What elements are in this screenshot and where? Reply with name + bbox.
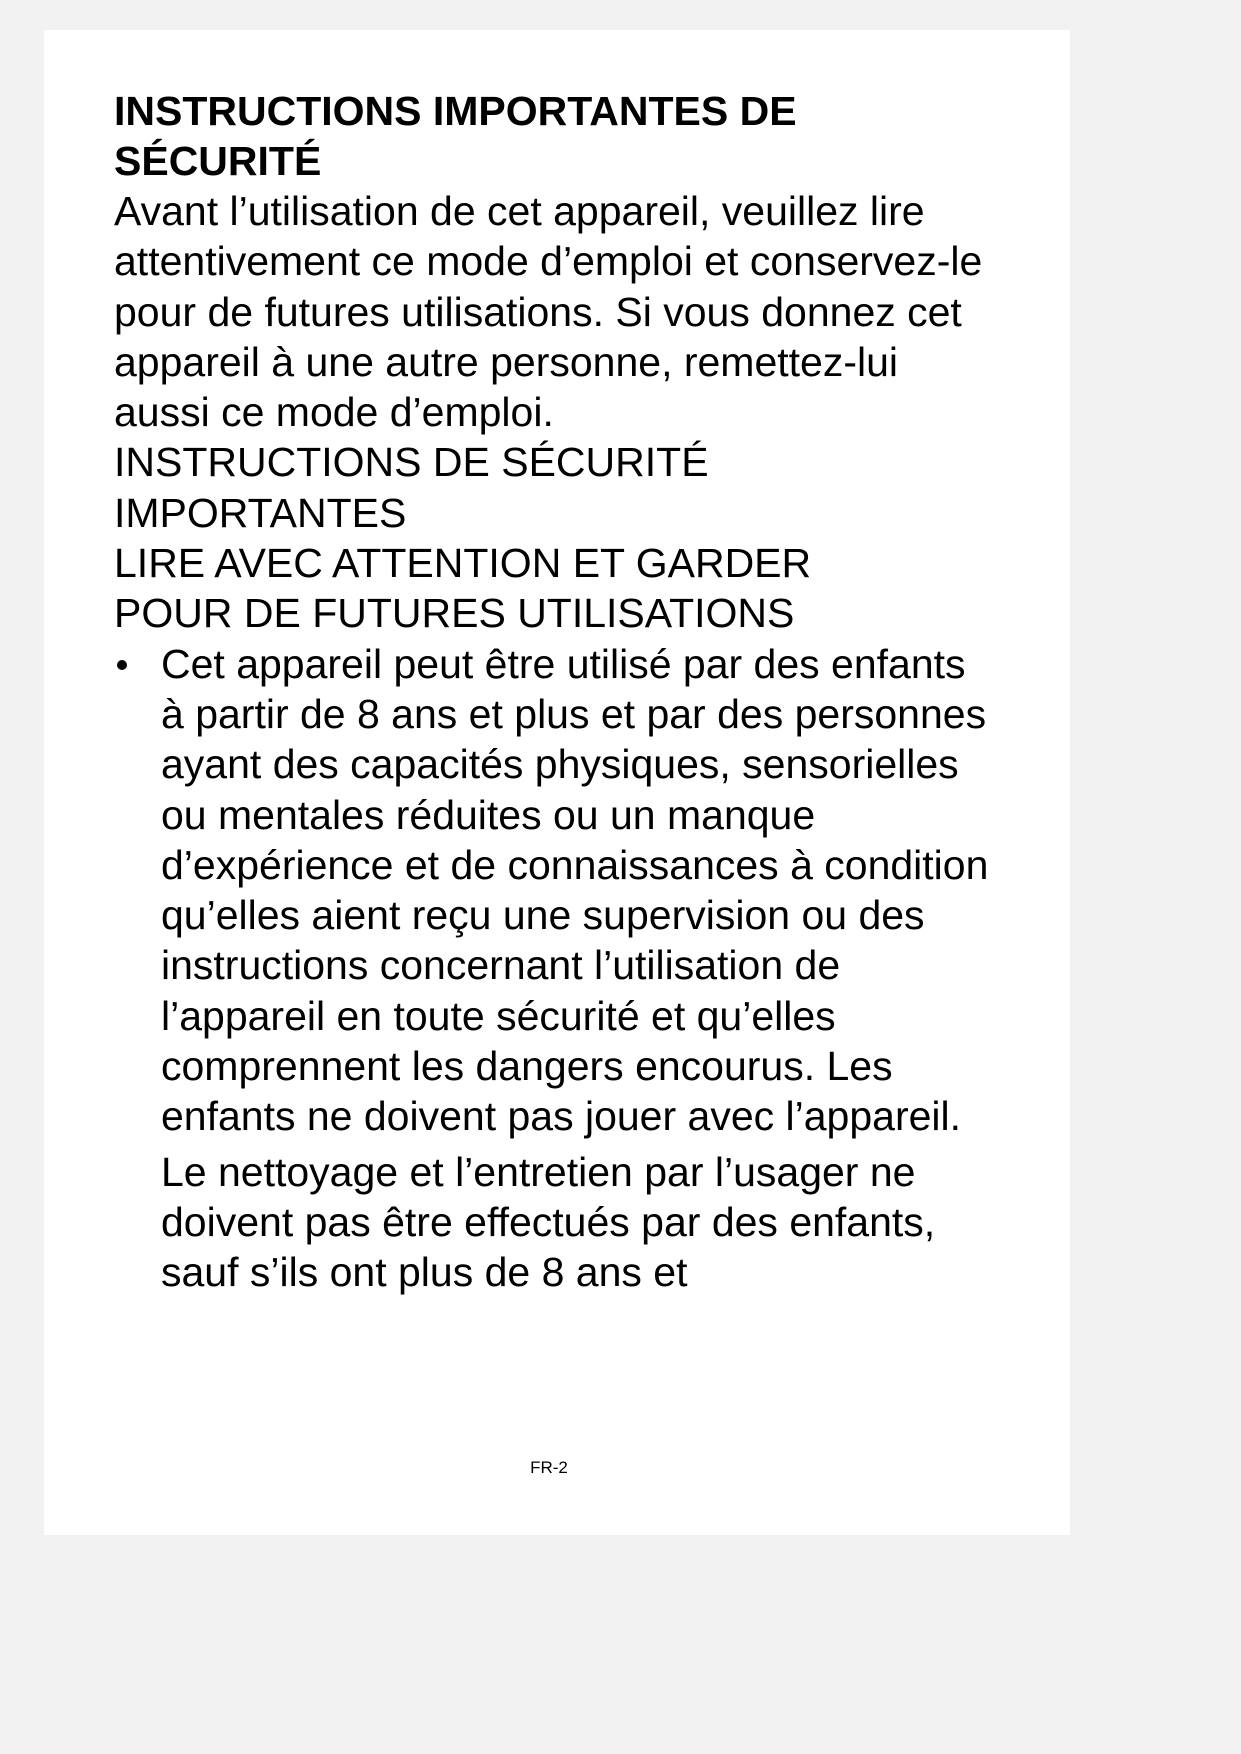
- bullet-paragraph-1: Cet appareil peut être utilisé par des enfants à partir de 8 ans et plus et par des personnes ayant des capacités physiques, sensorielles ou mentales réduites ou un manque d’expérience et de connaissances à condition qu’elles aient reçu une supervision ou des instructions concernant l’utilisation de l’appareil en toute sécurité et qu’elles comprennent les dangers encourus. Les enfants ne doivent pas jouer avec l’appareil.: [161, 640, 989, 1140]
- document-page: [44, 30, 1070, 1535]
- bullet-paragraph-2: Le nettoyage et l’entretien par l’usager ne doivent pas être effectués par des enfants, sauf s’ils ont plus de 8 ans et: [161, 1148, 936, 1296]
- page-content: [114, 86, 994, 1298]
- page-number: FR-2: [530, 1458, 568, 1477]
- section-heading-line-2: IMPORTANTES: [114, 489, 407, 536]
- section-heading-line-1: INSTRUCTIONS DE SÉCURITÉ: [114, 439, 709, 486]
- page-title: INSTRUCTIONS IMPORTANTES DE SÉCURITÉ: [114, 88, 797, 184]
- bullet-list-item: [114, 639, 994, 1298]
- bullet-icon: [117, 660, 127, 670]
- section-heading-line-4: POUR DE FUTURES UTILISATIONS: [114, 590, 795, 637]
- section-heading-line-3: LIRE AVEC ATTENTION ET GARDER: [114, 540, 812, 587]
- intro-paragraph: Avant l’utilisation de cet appareil, veuillez lire attentivement ce mode d’emploi et conservez-le pour de futures utilisations. Si vous donnez cet appareil à une autre personne, remettez-lui aussi ce mode d’emploi.: [114, 188, 983, 436]
